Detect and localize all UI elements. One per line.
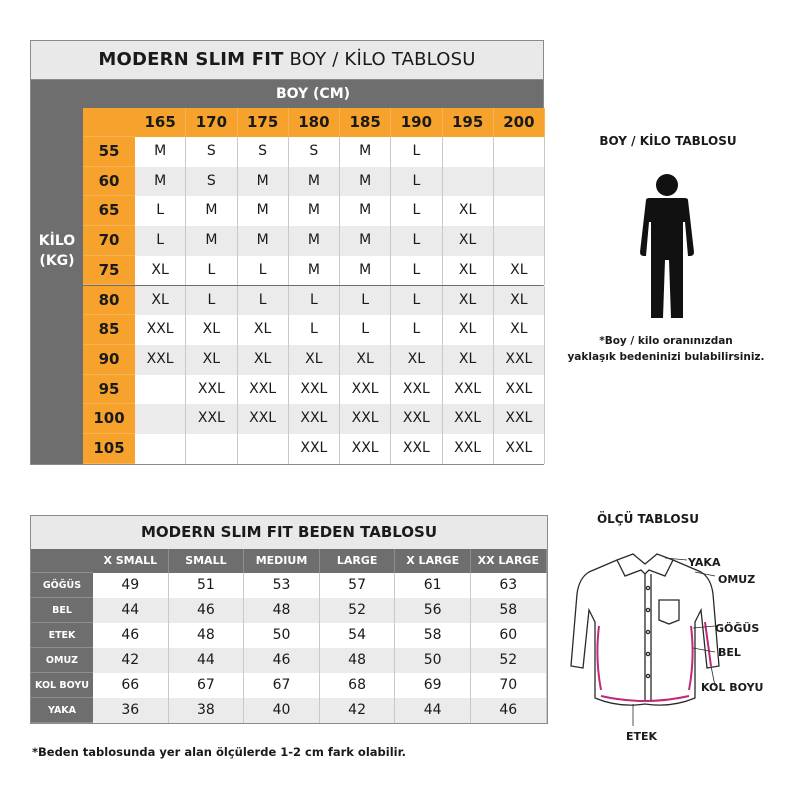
size-cell: M (289, 256, 340, 286)
measure-label: KOL BOYU (31, 673, 93, 698)
weight-cell: 85 (83, 315, 135, 345)
boy-kilo-note (556, 333, 776, 365)
size-header: X SMALL (93, 549, 169, 573)
corner-cell (83, 108, 135, 137)
size-cell (494, 167, 545, 197)
size-cell: L (135, 196, 186, 226)
measure-cell: 51 (169, 573, 245, 598)
measure-cell: 42 (320, 698, 396, 723)
measure-cell: 56 (395, 598, 471, 623)
size-cell: XL (135, 286, 186, 316)
size-header: SMALL (169, 549, 245, 573)
size-cell: XXL (494, 404, 545, 434)
weight-cell: 80 (83, 286, 135, 316)
size-cell: XL (494, 286, 545, 316)
size-header: XX LARGE (471, 549, 547, 573)
size-cell: M (186, 226, 237, 256)
measure-cell: 70 (471, 673, 547, 698)
weight-cell: 105 (83, 434, 135, 464)
size-cell: M (289, 167, 340, 197)
height-header: 200 (494, 108, 545, 137)
measure-cell: 66 (93, 673, 169, 698)
size-cell: XXL (135, 345, 186, 375)
size-cell: L (289, 315, 340, 345)
measure-cell: 60 (471, 623, 547, 648)
size-cell: M (340, 196, 391, 226)
height-header: 195 (443, 108, 494, 137)
size-cell: L (238, 286, 289, 316)
size-cell: M (340, 137, 391, 167)
size-cell: XXL (494, 434, 545, 464)
measure-cell: 58 (395, 623, 471, 648)
etek-label: ETEK (626, 730, 658, 743)
yaka-label: YAKA (688, 556, 721, 569)
size-cell: XL (494, 315, 545, 345)
size-cell: L (391, 286, 442, 316)
size-cell: XXL (289, 404, 340, 434)
measure-cell: 48 (244, 598, 320, 623)
size-cell: XXL (443, 404, 494, 434)
weight-cell: 70 (83, 226, 135, 256)
measure-cell: 69 (395, 673, 471, 698)
weight-cell: 100 (83, 404, 135, 434)
measure-cell: 36 (93, 698, 169, 723)
measure-cell: 44 (395, 698, 471, 723)
size-cell: XXL (340, 434, 391, 464)
measure-cell: 52 (471, 648, 547, 673)
size-cell (238, 434, 289, 464)
size-cell (443, 167, 494, 197)
size-cell: S (186, 167, 237, 197)
measure-cell: 38 (169, 698, 245, 723)
size-cell: XL (443, 286, 494, 316)
measure-label: YAKA (31, 698, 93, 723)
size-cell: M (289, 226, 340, 256)
size-cell: XL (391, 345, 442, 375)
size-cell (494, 226, 545, 256)
measure-cell: 52 (320, 598, 396, 623)
measure-label: OMUZ (31, 648, 93, 673)
weight-cell: 60 (83, 167, 135, 197)
measure-cell: 42 (93, 648, 169, 673)
boy-kilo-note-line1: *Boy / kilo oranınızdan (599, 335, 733, 347)
size-cell: M (289, 196, 340, 226)
size-cell: XXL (135, 315, 186, 345)
size-cell: XL (443, 345, 494, 375)
size-cell: M (238, 167, 289, 197)
size-cell: M (340, 167, 391, 197)
boy-kilo-note-line2: yaklaşık bedeninizi bulabilirsiniz. (567, 351, 765, 363)
measure-cell: 46 (471, 698, 547, 723)
size-cell (494, 196, 545, 226)
measure-cell: 44 (93, 598, 169, 623)
size-cell: XXL (494, 345, 545, 375)
height-header: 180 (289, 108, 340, 137)
size-cell: XL (186, 315, 237, 345)
size-cell (135, 375, 186, 405)
size-cell: L (186, 256, 237, 286)
size-cell (135, 404, 186, 434)
measure-cell: 63 (471, 573, 547, 598)
size-cell: M (135, 137, 186, 167)
size-cell: XL (135, 256, 186, 286)
size-cell: L (238, 256, 289, 286)
size-header: LARGE (320, 549, 396, 573)
size-cell: XXL (340, 404, 391, 434)
size-cell: XXL (186, 375, 237, 405)
boy-kilo-table-title: MODERN SLIM FIT BOY / KİLO TABLOSU (31, 41, 543, 80)
measure-label: ETEK (31, 623, 93, 648)
size-cell: XL (238, 345, 289, 375)
weight-cell: 95 (83, 375, 135, 405)
size-cell (135, 434, 186, 464)
measure-cell: 57 (320, 573, 396, 598)
size-cell: XL (443, 315, 494, 345)
size-cell: XXL (391, 404, 442, 434)
height-header: 165 (135, 108, 186, 137)
size-cell: L (391, 256, 442, 286)
size-cell: S (289, 137, 340, 167)
size-cell: XL (494, 256, 545, 286)
size-cell: XXL (289, 434, 340, 464)
olcu-title: ÖLÇÜ TABLOSU (596, 512, 700, 526)
measure-cell: 48 (320, 648, 396, 673)
beden-corner-cell (31, 549, 93, 573)
size-cell: XL (340, 345, 391, 375)
measure-cell: 67 (244, 673, 320, 698)
measure-label: BEL (31, 598, 93, 623)
weight-cell: 75 (83, 256, 135, 286)
size-cell: XL (443, 196, 494, 226)
measure-cell: 44 (169, 648, 245, 673)
size-cell: XXL (238, 404, 289, 434)
kg-label: (KG) (39, 253, 75, 269)
size-cell: XL (443, 226, 494, 256)
measure-cell: 50 (244, 623, 320, 648)
size-cell: L (391, 137, 442, 167)
measure-cell: 49 (93, 573, 169, 598)
size-cell: L (340, 286, 391, 316)
size-cell (443, 137, 494, 167)
size-cell: M (135, 167, 186, 197)
size-cell: S (238, 137, 289, 167)
measure-cell: 46 (93, 623, 169, 648)
size-cell: S (186, 137, 237, 167)
size-cell: XXL (443, 434, 494, 464)
gogus-label: GÖĞÜS (715, 622, 760, 635)
size-cell: XXL (391, 375, 442, 405)
measure-cell: 48 (169, 623, 245, 648)
height-header: 190 (391, 108, 442, 137)
size-cell: XL (289, 345, 340, 375)
kilo-label: KİLO (38, 233, 76, 249)
measure-cell: 61 (395, 573, 471, 598)
size-cell: XXL (238, 375, 289, 405)
boy-kilo-side-title: BOY / KİLO TABLOSU (599, 134, 737, 148)
beden-note: *Beden tablosunda yer alan ölçülerde 1-2 cm fark olabilir. (32, 745, 406, 759)
size-cell: L (186, 286, 237, 316)
size-cell: XXL (443, 375, 494, 405)
size-cell: M (340, 226, 391, 256)
boy-kilo-table (30, 40, 544, 465)
weight-cell: 65 (83, 196, 135, 226)
size-cell: M (186, 196, 237, 226)
size-cell: XL (238, 315, 289, 345)
size-cell: L (391, 196, 442, 226)
size-cell: L (391, 315, 442, 345)
boy-cm-label: BOY (CM) (275, 86, 351, 102)
measure-cell: 46 (244, 648, 320, 673)
height-header: 175 (238, 108, 289, 137)
size-cell: XL (186, 345, 237, 375)
size-header: X LARGE (395, 549, 471, 573)
size-cell: L (340, 315, 391, 345)
beden-table-title: MODERN SLIM FIT BEDEN TABLOSU (31, 516, 547, 550)
measure-cell: 46 (169, 598, 245, 623)
size-cell: XL (443, 256, 494, 286)
size-cell: L (391, 226, 442, 256)
size-cell: L (135, 226, 186, 256)
measure-label: GÖĞÜS (31, 573, 93, 598)
measure-cell: 50 (395, 648, 471, 673)
measure-cell: 54 (320, 623, 396, 648)
measure-cell: 53 (244, 573, 320, 598)
height-header: 170 (186, 108, 237, 137)
size-cell: L (391, 167, 442, 197)
size-header: MEDIUM (244, 549, 320, 573)
height-header: 185 (340, 108, 391, 137)
size-cell (494, 137, 545, 167)
size-cell: XXL (391, 434, 442, 464)
size-cell: M (238, 226, 289, 256)
size-cell: XXL (186, 404, 237, 434)
measure-cell: 40 (244, 698, 320, 723)
size-cell: XXL (289, 375, 340, 405)
weight-cell: 55 (83, 137, 135, 167)
bel-label: BEL (718, 646, 741, 659)
size-cell: L (289, 286, 340, 316)
kol-boyu-label: KOL BOYU (701, 681, 764, 694)
size-cell (186, 434, 237, 464)
kilo-kg-label (31, 231, 83, 271)
size-cell: XXL (340, 375, 391, 405)
measure-cell: 68 (320, 673, 396, 698)
size-cell: M (340, 256, 391, 286)
size-cell: M (238, 196, 289, 226)
person-icon (638, 172, 696, 320)
size-cell: XXL (494, 375, 545, 405)
omuz-label: OMUZ (718, 573, 756, 586)
measure-cell: 58 (471, 598, 547, 623)
weight-cell: 90 (83, 345, 135, 375)
beden-table (30, 515, 548, 724)
measure-cell: 67 (169, 673, 245, 698)
